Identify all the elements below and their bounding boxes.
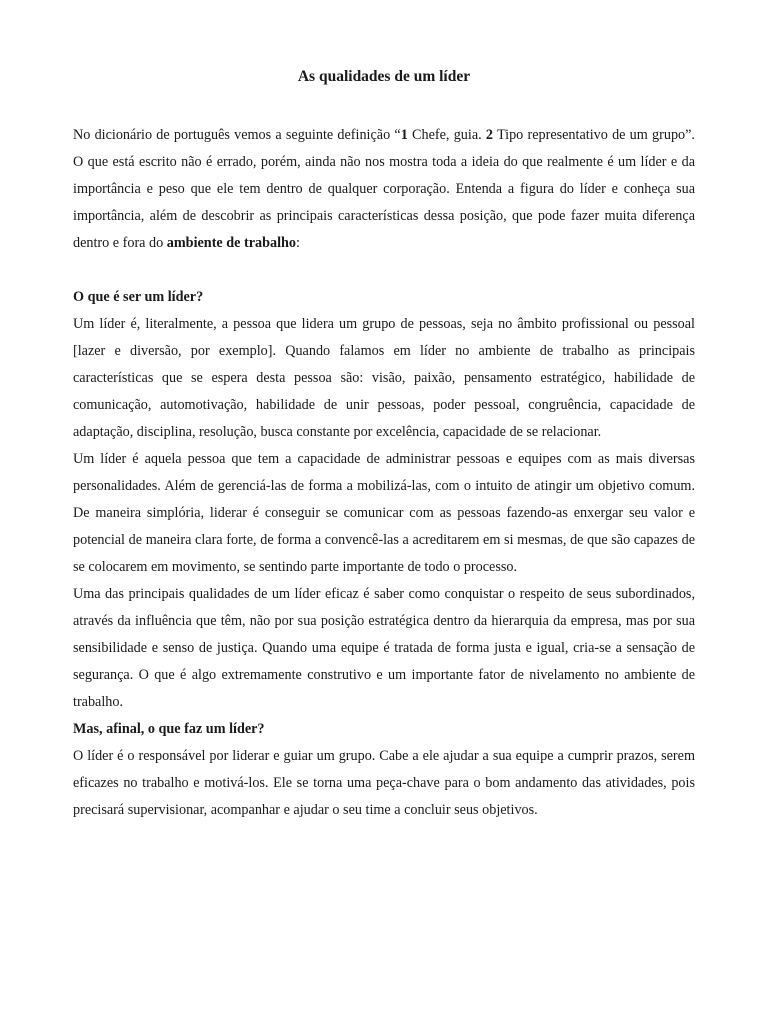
document-body [73, 66, 695, 824]
intro-text-4: : [296, 235, 300, 251]
intro-paragraph [73, 122, 695, 257]
section-heading-what-is-leader: O que é ser um líder? [73, 289, 204, 305]
section1-paragraph-1: Um líder é, literalmente, a pessoa que lidera um grupo de pessoas, seja no âmbito profissional ou pessoal [lazer e diversão, por exemplo]. Quando falamos em líder no ambiente de trabalho as principais características que se espera desta pessoa são: visão, paixão, pensamento estratégico, habilidade de comunicação, automotivação, habilidade de unir pessoas, poder pessoal, congruência, capacidade de adaptação, disciplina, resolução, busca constante por excelência, capacidade de se relacionar. [73, 316, 695, 440]
intro-text-2: Chefe, guia. [407, 127, 486, 143]
section1-paragraph-2: Um líder é aquela pessoa que tem a capacidade de administrar pessoas e equipes com as mais diversas personalidades. Além de gerenciá-las de forma a mobilizá-las, com o intuito de atingir um objetivo comum. De maneira simplória, liderar é conseguir se comunicar com as pessoas fazendo-as enxergar seu valor e potencial de maneira clara forte, de forma a convencê-las a acreditarem em si mesmas, de que são capazes de se colocarem em movimento, se sentindo parte importante de todo o processo. [73, 451, 695, 575]
definition-number-1: 1 [400, 127, 408, 143]
definition-number-2: 2 [485, 127, 493, 143]
intro-text-1: No dicionário de português vemos a seguinte definição “ [73, 127, 401, 143]
section1-paragraph-3: Uma das principais qualidades de um líder eficaz é saber como conquistar o respeito de seus subordinados, através da influência que têm, não por sua posição estratégica dentro da hierarquia da empresa, mas por sua sensibilidade e senso de justiça. Quando uma equipe é tratada de forma justa e igual, cria-se a sensação de segurança. O que é algo extremamente construtivo e um importante fator de nivelamento no ambiente de trabalho. [73, 586, 695, 710]
intro-bold-term: ambiente de trabalho [166, 235, 297, 251]
section2-paragraph-1: O líder é o responsável por liderar e guiar um grupo. Cabe a ele ajudar a sua equipe a cumprir prazos, serem eficazes no trabalho e motivá-los. Ele se torna uma peça-chave para o bom andamento das atividades, pois precisará supervisionar, acompanhar e ajudar o seu time a concluir seus objetivos. [73, 748, 695, 818]
section-heading-what-leader-does: Mas, afinal, o que faz um líder? [73, 721, 265, 737]
intro-text-3: Tipo representativo de um grupo”. O que está escrito não é errado, porém, ainda não nos mostra toda a ideia do que realmente é um líder e da importância e peso que ele tem dentro de qualquer corporação. Entenda a figura do líder e conheça sua importância, além de descobrir as principais características dessa posição, que pode fazer muita diferença dentro e fora do [73, 127, 695, 251]
document-title: As qualidades de um líder [297, 68, 471, 85]
paragraph-spacer [73, 257, 695, 284]
